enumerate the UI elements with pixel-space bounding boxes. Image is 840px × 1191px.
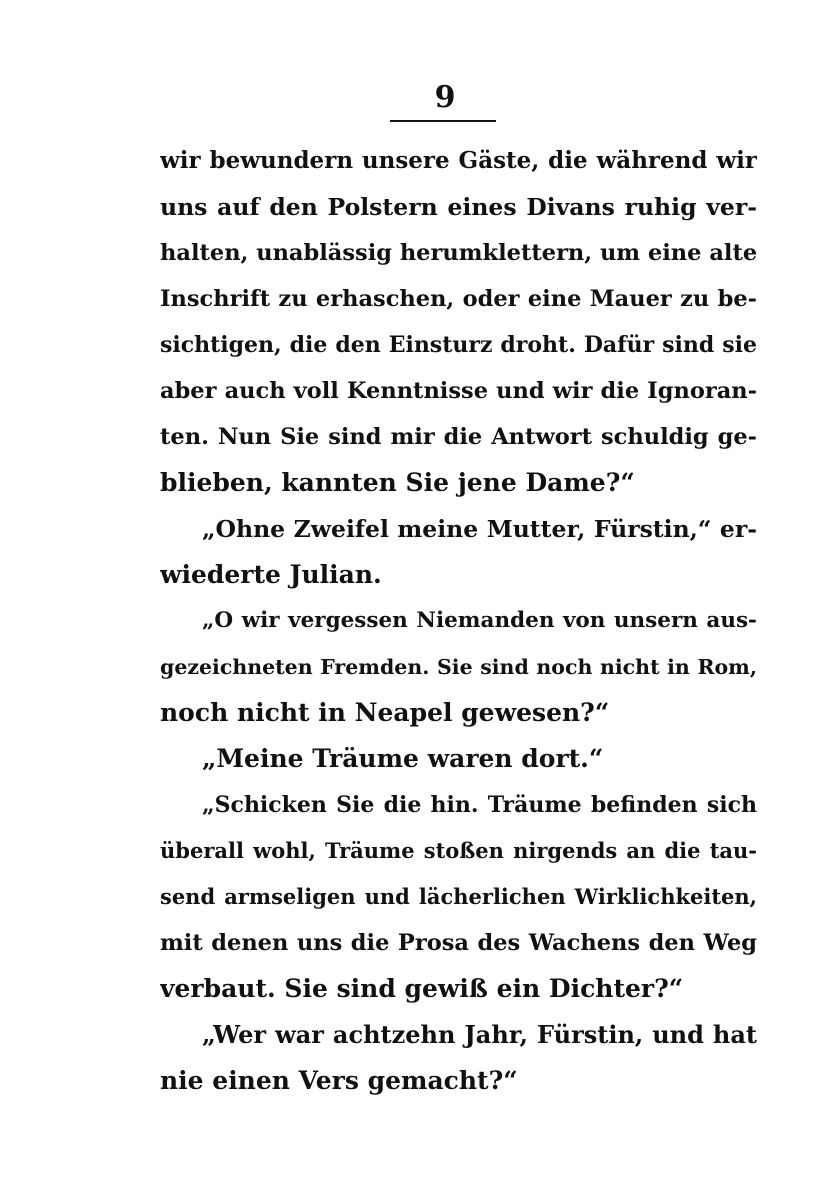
text-line: aber auch voll Kenntnisse und wir die Ignoran- <box>160 378 757 404</box>
text-line: „Ohne Zweifel meine Mutter, Fürstin,“ er- <box>202 515 757 543</box>
text-line: „Meine Träume waren dort.“ <box>202 744 604 773</box>
text-line: gezeichneten Fremden. Sie sind noch nicht in Rom, <box>160 655 757 679</box>
text-line: mit denen uns die Prosa des Wachens den Weg <box>160 930 757 956</box>
text-line: „O wir vergessen Niemanden von unsern aus- <box>202 608 757 633</box>
text-line: noch nicht in Neapel gewesen?“ <box>160 698 610 727</box>
text-line: wiederte Julian. <box>160 560 382 589</box>
text-line: verbaut. Sie sind gewiß ein Dichter?“ <box>160 974 684 1003</box>
text-line: „Schicken Sie die hin. Träume befinden sich <box>202 792 757 818</box>
page-number: 9 <box>434 80 456 115</box>
page-header <box>392 80 498 116</box>
text-line: ten. Nun Sie sind mir die Antwort schuldig ge- <box>160 424 757 450</box>
text-line: überall wohl, Träume stoßen nirgends an die tau- <box>160 838 757 863</box>
text-line: sichtigen, die den Einsturz droht. Dafür sind sie <box>160 332 757 358</box>
body-text <box>160 138 757 1104</box>
text-line: uns auf den Polstern eines Divans ruhig ver- <box>160 193 757 221</box>
text-line: blieben, kannten Sie jene Dame?“ <box>160 468 635 497</box>
header-rule <box>390 120 496 122</box>
text-line: nie einen Vers gemacht?“ <box>160 1066 518 1095</box>
text-line: wir bewundern unsere Gäste, die während wir <box>160 147 757 174</box>
text-line: Inschrift zu erhaschen, oder eine Mauer zu be- <box>160 286 757 312</box>
text-line: „Wer war achtzehn Jahr, Fürstin, und hat <box>202 1020 757 1049</box>
text-line: halten, unablässig herumklettern, um eine alte <box>160 240 757 266</box>
text-line: send armseligen und lächerlichen Wirklichkeiten, <box>160 884 757 909</box>
